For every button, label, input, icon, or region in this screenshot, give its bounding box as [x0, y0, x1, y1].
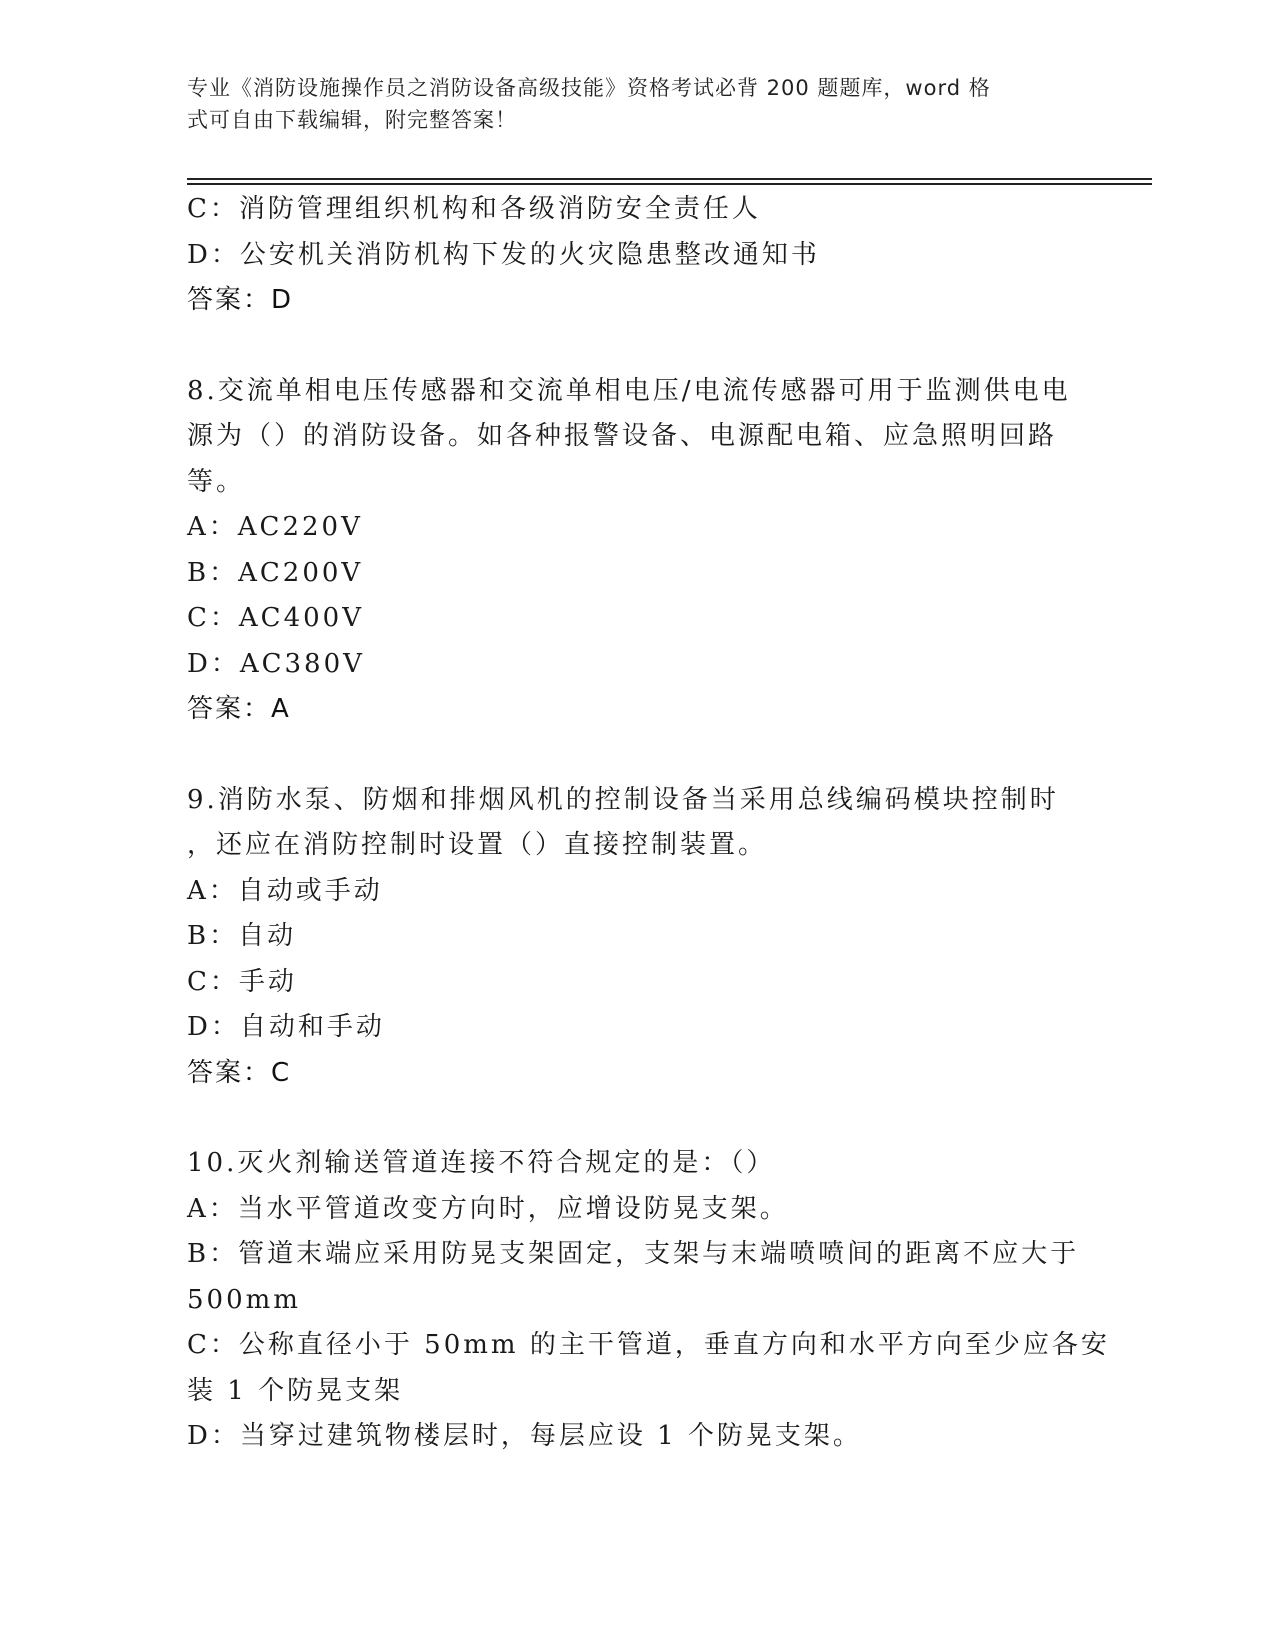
- header-rule-top: [187, 178, 1152, 180]
- option-c: C：AC400V: [187, 603, 364, 633]
- question-stem: 8.交流单相电压传感器和交流单相电压/电流传感器可用于监测供电电: [187, 375, 1071, 406]
- option-d: D：自动和手动: [187, 1012, 385, 1042]
- option-b: B：管道末端应采用防晃支架固定，支架与末端喷喷间的距离不应大于: [187, 1239, 1080, 1269]
- question-8: [187, 369, 1087, 733]
- spacer: [187, 733, 1087, 778]
- option-c: C：手动: [187, 966, 297, 997]
- option-c: C：公称直径小于 50mm 的主干管道，垂直方向和水平方向至少应各安: [187, 1330, 1110, 1360]
- option-b: B：AC200V: [187, 557, 364, 588]
- question-stem: 9.消防水泵、防烟和排烟风机的控制设备当采用总线编码模块控制时: [187, 784, 1059, 815]
- answer: 答案：A: [187, 694, 291, 724]
- document-body: [187, 187, 1110, 1460]
- option-a: A：当水平管道改变方向时，应增设防晃支架。: [187, 1193, 789, 1224]
- header-rule-bottom: [187, 183, 1152, 185]
- option-d: D：公安机关消防机构下发的火灾隐患整改通知书: [187, 239, 820, 270]
- option-b: B：自动: [187, 921, 297, 951]
- answer: 答案：D: [187, 285, 294, 315]
- question-9: [187, 778, 1087, 1097]
- answer: 答案：C: [187, 1057, 292, 1088]
- option-b-continued: 500mm: [187, 1284, 301, 1315]
- option-a: A：自动或手动: [187, 875, 383, 906]
- question-stem: ，还应在消防控制时设置（）直接控制装置。: [187, 830, 768, 860]
- option-c: C：消防管理组织机构和各级消防安全责任人: [187, 194, 761, 224]
- option-d: D：AC380V: [187, 648, 365, 679]
- header-line-2: 式可自由下载编辑，附完整答案！: [187, 108, 517, 132]
- question-stem: 10.灭火剂输送管道连接不符合规定的是：（）: [187, 1148, 776, 1178]
- page-header: [187, 72, 1067, 136]
- option-a: A：AC220V: [187, 512, 363, 542]
- option-c-continued: 装 1 个防晃支架: [187, 1375, 404, 1406]
- header-line-1: 专业《消防设施操作员之消防设备高级技能》资格考试必背 200 题题库，word 格: [187, 76, 991, 100]
- option-d: D：当穿过建筑物楼层时，每层应设 1 个防晃支架。: [187, 1421, 862, 1451]
- question-stem: 源为（）的消防设备。如各种报警设备、电源配电箱、应急照明回路: [187, 421, 1058, 451]
- spacer: [187, 1096, 1087, 1141]
- spacer: [187, 324, 1087, 369]
- question-10: [187, 1141, 1110, 1460]
- question-7-tail: [187, 187, 1087, 324]
- question-stem: 等。: [187, 466, 246, 497]
